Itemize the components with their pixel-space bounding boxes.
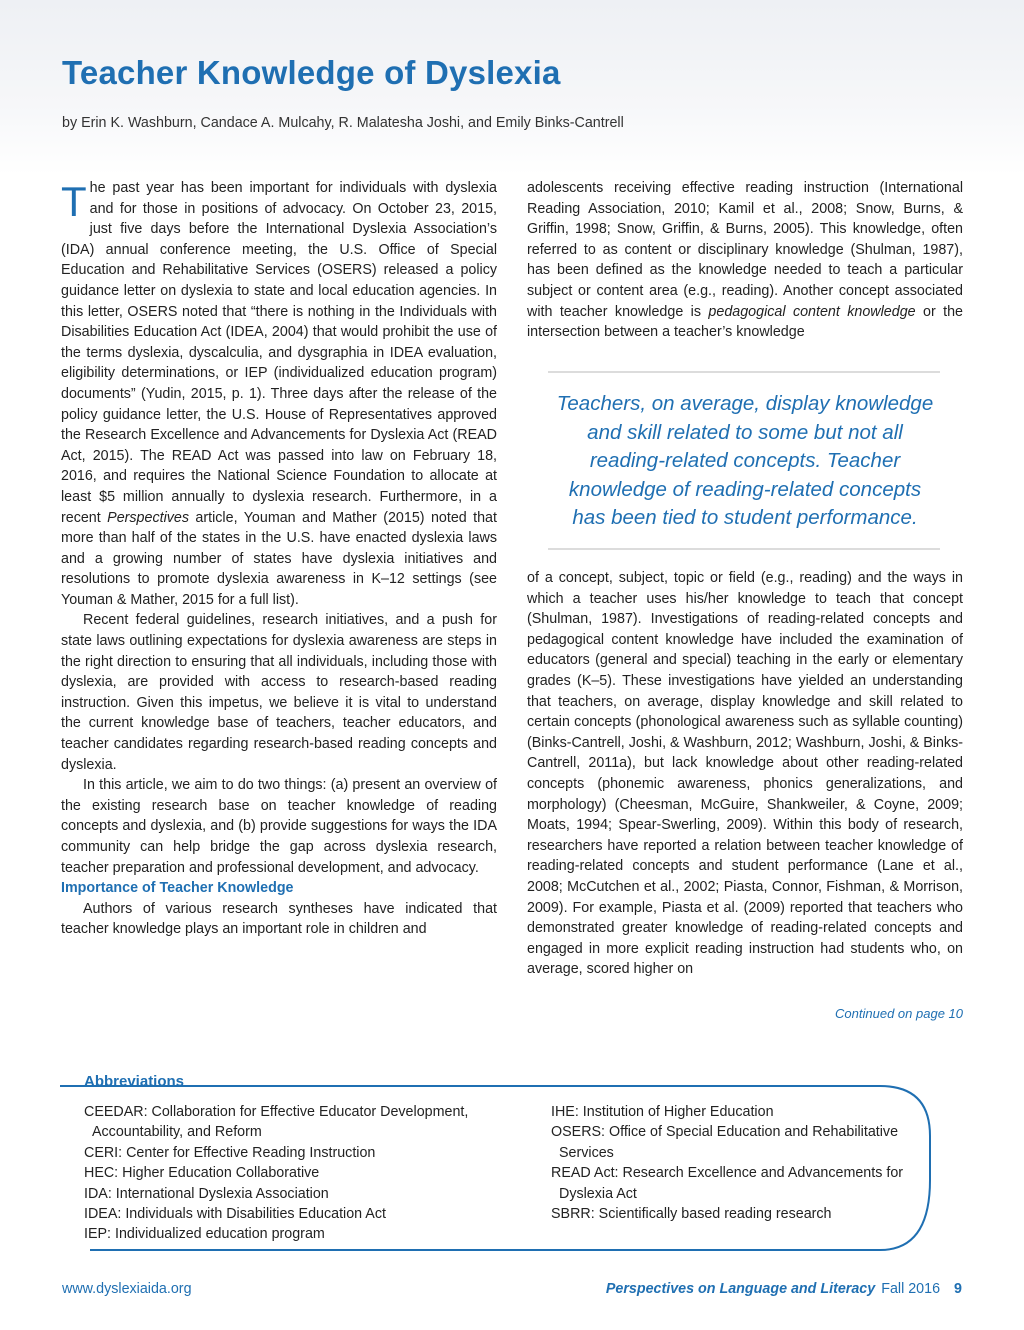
issue-label: Fall 2016 <box>881 1281 941 1297</box>
right-column-top <box>527 178 963 343</box>
abbreviation-item: CEEDAR: Collaboration for Effective Educator Development, Accountability, and Reform <box>84 1104 469 1141</box>
paragraph-federal-guidelines: Recent federal guidelines, research initiatives, and a push for state laws outlining expectations for dyslexia awareness are steps in the right direction to ensuring that all individuals, including those with dyslexia, are provided with access to research-based reading instruction. Given this impetus, we believe it is vital to understand the current knowledge base of teachers, teacher educators, and teacher candidates regarding research-based reading concepts and dyslexia. <box>61 612 497 773</box>
footer-url-link[interactable]: www.dyslexiaida.org <box>62 1281 192 1297</box>
pull-quote-top-rule <box>548 371 940 373</box>
journal-name: Perspectives <box>107 509 190 526</box>
paragraph-aims: In this article, we aim to do two things: (a) present an overview of the existing research base on teacher knowledge of reading concepts and dyslexia, and (b) provide suggestions for ways the IDA community can help bridge the gap across dyslexia research, teacher preparation and professional development, and advocacy. <box>61 777 497 876</box>
abbreviation-item: READ Act: Research Excellence and Advancements for Dyslexia Act <box>551 1165 904 1202</box>
drop-cap: T <box>61 178 87 225</box>
abbreviation-item: IDA: International Dyslexia Association <box>84 1185 329 1202</box>
section-heading: Importance of Teacher Knowledge <box>61 880 294 897</box>
byline: by Erin K. Washburn, Candace A. Mulcahy, R. Malatesha Joshi, and Emily Binks-Cantrell <box>62 115 624 131</box>
article-title: Teacher Knowledge of Dyslexia <box>62 54 561 91</box>
right-column-bottom <box>527 568 963 980</box>
abbreviation-item: IEP: Individualized education program <box>84 1226 325 1243</box>
abbreviations-left-list <box>84 1102 524 1245</box>
paragraph-intro: The past year has been important for individuals with dyslexia and for those in positions of advocacy. On October 23, 2015, just five days before the International Dyslexia Association’s (IDA) annual conference meeting, the U.S. Office of Special Education and Rehabilitative Services (OSERS) released a policy guidance letter on dyslexia to state and local education agencies. In this letter, OSERS noted that “there is nothing in the Individuals with Disabilities Education Act (IDEA, 2004) that would prohibit the use of the terms dyslexia, dyscalculia, and dysgraphia in IDEA evaluation, eligibility determinations, or IEP (individualized education program) documents” (Yudin, 2015, p. 1). Three days after the release of the policy guidance letter, the U.S. House of Representatives approved the Research Excellence and Advancements for Dyslexia Act (READ Act, 2015). The READ Act was passed into law on February 18, 2016, and requires the National Science Foundation to allocate at least $5 million annually to dyslexia research. Furthermore, in a recent Perspectives article, Youman and Mather (2015) noted that more than half of the states in the U.S. have enacted dyslexia laws and a growing number of states have dyslexia initiatives and resolutions to promote dyslexia awareness in K–12 settings (see Youman & Mather, 2015 for a full list). <box>61 178 497 608</box>
abbreviation-item: OSERS: Office of Special Education and Rehabilitative Services <box>551 1124 899 1161</box>
paragraph-importance: Authors of various research syntheses have indicated that teacher knowledge plays an important role in children and <box>61 900 497 938</box>
abbreviation-item: HEC: Higher Education Collaborative <box>84 1165 320 1182</box>
pull-quote-bottom-rule <box>548 548 940 550</box>
paragraph-investigations: of a concept, subject, topic or field (e.g., reading) and the ways in which a teacher uses his/her knowledge to teach that concept (Shulman, 1987). Investigations of reading-related concepts and pedagogical content knowledge have included the examination of educators (general and special) teaching in the early or elementary grades (K–5). These investigations have yielded an understanding that teachers, on average, display knowledge and skill related to certain concepts (phonological awareness such as syllable counting) (Binks-Cantrell, Joshi, & Washburn, 2012; Washburn, Joshi, & Binks-Cantrell, 2011a), but lack knowledge about other reading-related concepts (phonemic awareness, phonics generalizations, and morphology) (Cheesman, McGuire, Shankweiler, & Coyne, 2009; Moats, 1994; Spear-Swerling, 2009). Within this body of research, researchers have reported a relation between teacher knowledge of reading-related concepts and student performance (Lane et al., 2008; McCutchen et al., 2002; Piasta, Connor, Fishman, & Morrison, 2009). For example, Piasta et al. (2009) reported that teachers who demonstrated greater knowledge of reading-related concepts and engaged in more explicit reading instruction had students who, on average, scored higher on <box>527 570 963 978</box>
abbreviation-item: IHE: Institution of Higher Education <box>551 1104 774 1120</box>
publication-name: Perspectives on Language and Literacy <box>605 1281 876 1297</box>
abbreviation-item: SBRR: Scientifically based reading research <box>551 1206 832 1223</box>
abbreviations-right-list <box>551 1102 951 1224</box>
abbreviation-item: IDEA: Individuals with Disabilities Education Act <box>84 1206 386 1223</box>
paragraph-content-knowledge: adolescents receiving effective reading instruction (International Reading Association, 2010; Kamil et al., 2008; Snow, Burns, & Griffin, 1998; Snow, Griffin, & Burns, 2005). This knowledge, often referred to as content or disciplinary knowledge (Shulman, 1987), has been defined as the knowledge needed to teach a particular subject or content area (e.g., reading). Another concept associated with teacher knowledge is pedagogical content knowledge or the intersection between a teacher’s knowledge <box>527 180 964 341</box>
continued-link[interactable]: Continued on page 10 <box>835 1006 963 1021</box>
abbreviation-item: CERI: Center for Effective Reading Instruction <box>84 1144 376 1161</box>
term-pck: pedagogical content knowledge <box>708 303 916 320</box>
footer-publication-info <box>606 1281 962 1297</box>
pull-quote: Teachers, on average, display knowledge and skill related to some but not all reading-related concepts. Teacher knowledge of reading-related concepts has been tied to student performance. <box>556 392 934 529</box>
abbreviations-title: Abbreviations <box>84 1073 185 1090</box>
left-column <box>61 178 497 940</box>
page-number: 9 <box>954 1281 962 1297</box>
